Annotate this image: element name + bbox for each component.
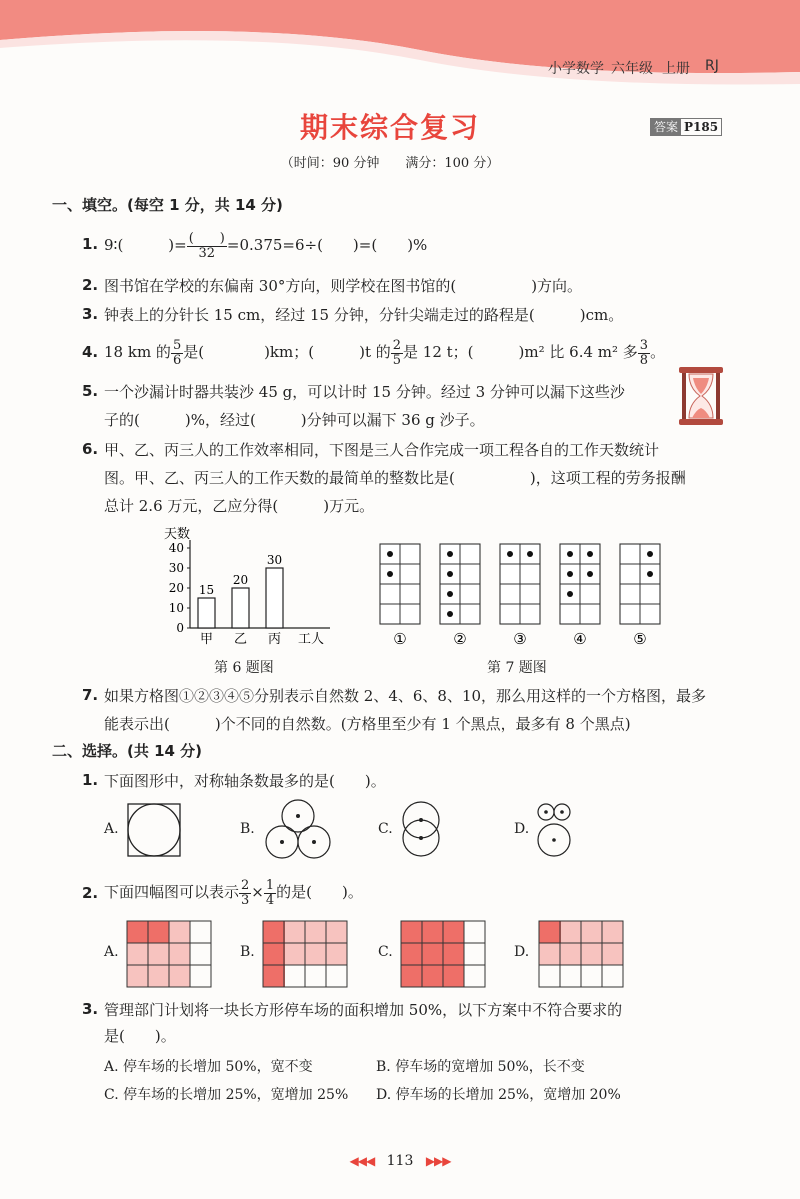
s2-q2-option-c-grid xyxy=(400,920,490,988)
header-volume: 上册 xyxy=(662,61,690,77)
square-with-circle-figure xyxy=(126,802,182,858)
hourglass-icon xyxy=(678,366,724,426)
q7-figure-caption: 第 7 题图 xyxy=(487,660,547,676)
s2-q1-text: 下面图形中，对称轴条数最多的是( )。 xyxy=(104,772,386,790)
grid-label: ③ xyxy=(513,630,527,648)
s2-q1-number: 1. xyxy=(82,771,99,789)
two-overlapping-circles-figure xyxy=(398,800,444,860)
q4-part-b: 是( )km；( )t 的 xyxy=(183,343,391,361)
q7-number: 7. xyxy=(82,686,99,704)
header-grade: 六年级 xyxy=(611,61,653,77)
grid-dot xyxy=(647,551,653,557)
q6-number: 6. xyxy=(82,440,99,458)
s2-q2-pre: 下面四幅图可以表示 xyxy=(104,883,240,901)
snowman-circles-figure xyxy=(534,802,574,860)
header-subject: 小学数学 xyxy=(548,61,604,77)
q4-part-c: 是 12 t；( )m² 比 6.4 m² 多 xyxy=(403,343,638,361)
chart-category-label: 乙 xyxy=(233,632,248,647)
grid-2 xyxy=(440,544,480,648)
grid-dot xyxy=(567,551,573,557)
grid-1 xyxy=(380,544,420,648)
q4-f3-den: 8 xyxy=(639,352,649,368)
chart-ytick-label: 20 xyxy=(168,581,184,595)
grid-dot xyxy=(447,591,453,597)
chart-data-label: 30 xyxy=(266,553,283,567)
chart-bar xyxy=(266,568,283,628)
page-footer xyxy=(0,1153,800,1169)
q1-part2: =0.375=6÷( )=( )% xyxy=(226,236,428,254)
s2-q2-f2-num: 1 xyxy=(265,877,275,893)
s2-q2-fraction-2 xyxy=(264,879,276,908)
chart-ytick-label: 10 xyxy=(168,601,184,615)
grid-3 xyxy=(500,544,540,648)
q4-text xyxy=(104,333,665,371)
q4-fraction-3 xyxy=(638,339,650,368)
q2-number: 2. xyxy=(82,276,99,294)
q4-f2-den: 5 xyxy=(392,352,402,368)
s2-q2-number: 2. xyxy=(82,884,99,902)
grid-dot xyxy=(387,571,393,577)
grid-dot xyxy=(447,551,453,557)
grid-label: ① xyxy=(393,630,407,648)
s2-q2-option-b-grid xyxy=(262,920,352,988)
grid-label: ② xyxy=(453,630,467,648)
s2-q2-option-a-label: A. xyxy=(104,944,119,960)
next-arrows-icon: ▶▶▶ xyxy=(425,1154,451,1168)
chart-data-label: 20 xyxy=(232,573,249,587)
chart-bar xyxy=(232,588,249,628)
s2-q1-option-d-label: D. xyxy=(514,821,530,837)
grid-dot xyxy=(527,551,533,557)
q1-number: 1. xyxy=(82,235,99,253)
chart-category-label: 丙 xyxy=(267,632,282,647)
s2-q3-option-b: B. 停车场的宽增加 50%，长不变 xyxy=(376,1059,585,1075)
chart-bars xyxy=(198,553,283,628)
chart-data-label: 15 xyxy=(198,583,215,597)
s2-q2-f1-num: 2 xyxy=(241,877,250,893)
q6-line-2: 图。甲、乙、丙三人的工作天数的最简单的整数比是( )，这项工程的劳务报酬 xyxy=(104,469,686,487)
q4-number: 4. xyxy=(82,343,99,361)
q1-fraction xyxy=(187,232,227,261)
q4-f1-num: 5 xyxy=(172,337,182,353)
s2-q2-f1-den: 3 xyxy=(241,892,250,908)
q1-part1: 9∶( )= xyxy=(104,236,187,254)
section-1-heading: 一、填空。(每空 1 分，共 14 分) xyxy=(52,196,283,214)
s2-q2-option-d-label: D. xyxy=(514,944,530,960)
s2-q1-option-b-label: B. xyxy=(240,821,255,837)
header-edition: RJ xyxy=(705,58,719,74)
s2-q2-option-b-label: B. xyxy=(240,944,255,960)
s2-q2-times: × xyxy=(251,883,264,901)
s2-q2-option-a-grid xyxy=(126,920,216,988)
answer-page: P185 xyxy=(684,120,719,134)
chart-yticks xyxy=(169,541,190,635)
section-2-heading: 二、选择。(共 14 分) xyxy=(52,742,203,760)
grid-dot xyxy=(567,571,573,577)
q4-part-a: 18 km 的 xyxy=(104,343,171,361)
s2-q2-post: 的是( )。 xyxy=(276,883,363,901)
q1-text xyxy=(104,226,427,264)
grid-dot xyxy=(507,551,513,557)
s2-q2-text xyxy=(104,873,363,911)
q6-figure-caption: 第 6 题图 xyxy=(214,660,274,676)
q4-fraction-1 xyxy=(171,339,183,368)
q4-f3-num: 3 xyxy=(639,337,649,353)
q4-part-d: 。 xyxy=(650,343,666,361)
chart-ylabel: 天数 xyxy=(164,527,191,542)
s2-q1-option-a-label: A. xyxy=(104,821,119,837)
grid-label: ④ xyxy=(573,630,587,648)
q1-frac-den: 32 xyxy=(198,245,216,261)
chart-ytick-label: 40 xyxy=(168,541,184,555)
q6-line-1: 甲、乙、丙三人的工作效率相同，下图是三人合作完成一项工程各自的工作天数统计 xyxy=(104,441,660,459)
s2-q3-line-2: 是( )。 xyxy=(104,1027,176,1045)
q5-line-1: 一个沙漏计时器共装沙 45 g，可以计时 15 分钟。经过 3 分钟可以漏下这些沙 xyxy=(104,383,625,401)
grid-dot xyxy=(647,571,653,577)
answer-label: 答案 xyxy=(651,119,681,135)
grid-dot xyxy=(587,551,593,557)
q4-f2-num: 2 xyxy=(392,337,402,353)
s2-q2-option-c-label: C. xyxy=(378,944,393,960)
chart-ytick-label: 0 xyxy=(176,621,184,635)
q7-line-1: 如果方格图①②③④⑤分别表示自然数 2、4、6、8、10，那么用这样的一个方格图，最多 xyxy=(104,687,707,705)
s2-q2-option-d-grid xyxy=(538,920,628,988)
page-number: 113 xyxy=(386,1153,414,1169)
s2-q2-f2-den: 4 xyxy=(265,892,275,908)
q3-text: 钟表上的分针长 15 cm，经过 15 分钟，分针尖端走过的路程是( )cm。 xyxy=(104,306,624,324)
answer-reference xyxy=(650,118,722,136)
chart-xlabel: 工人 xyxy=(298,632,325,647)
chart-category-label: 甲 xyxy=(199,632,214,647)
s2-q3-option-a: A. 停车场的长增加 50%，宽不变 xyxy=(104,1059,313,1075)
grid-4 xyxy=(560,544,600,648)
grid-dot xyxy=(387,551,393,557)
q7-grid-figure xyxy=(370,540,680,655)
grid-dot xyxy=(567,591,573,597)
q4-f1-den: 6 xyxy=(172,352,182,368)
s2-q3-number: 3. xyxy=(82,1000,99,1018)
grid-dot xyxy=(587,571,593,577)
s2-q1-option-c-label: C. xyxy=(378,821,393,837)
grid-5 xyxy=(620,544,660,648)
q5-line-2: 子的( )%，经过( )分钟可以漏下 36 g 沙子。 xyxy=(104,411,485,429)
s2-q3-option-d: D. 停车场的长增加 25%，宽增加 20% xyxy=(376,1087,621,1103)
exam-info: （时间：90 分钟 满分：100 分） xyxy=(280,156,500,171)
q7-line-2: 能表示出( )个不同的自然数。(方格里至少有 1 个黑点，最多有 8 个黑点) xyxy=(104,715,631,733)
chart-ytick-label: 30 xyxy=(168,561,184,575)
grid-dot xyxy=(447,611,453,617)
grid-dot xyxy=(447,571,453,577)
grid-label: ⑤ xyxy=(633,630,647,648)
q2-text: 图书馆在学校的东偏南 30°方向，则学校在图书馆的( )方向。 xyxy=(104,277,583,295)
q1-frac-num: ( ) xyxy=(188,230,225,246)
q3-number: 3. xyxy=(82,305,99,323)
chart-categories xyxy=(200,632,281,647)
prev-arrows-icon: ◀◀◀ xyxy=(349,1154,375,1168)
s2-q2-fraction-1 xyxy=(239,879,251,908)
chart-bar xyxy=(198,598,215,628)
q6-bar-chart xyxy=(150,522,340,652)
page-title: 期末综合复习 xyxy=(299,111,480,144)
s2-q3-option-c: C. 停车场的长增加 25%，宽增加 25% xyxy=(104,1087,349,1103)
q4-fraction-2 xyxy=(391,339,403,368)
three-circles-figure xyxy=(264,798,332,862)
q6-line-3: 总计 2.6 万元，乙应分得( )万元。 xyxy=(104,497,375,515)
q5-number: 5. xyxy=(82,382,99,400)
s2-q3-line-1: 管理部门计划将一块长方形停车场的面积增加 50%，以下方案中不符合要求的 xyxy=(104,1001,623,1019)
